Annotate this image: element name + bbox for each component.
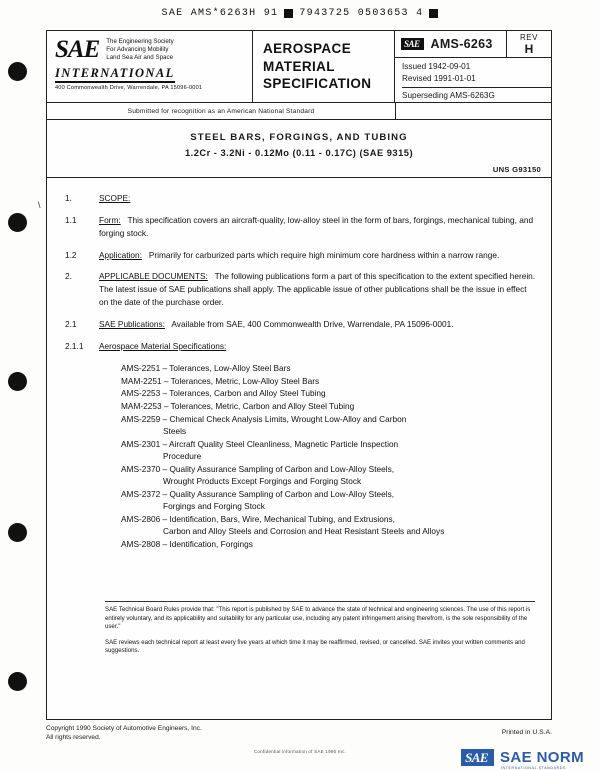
pub-code: AMS-2251: [121, 362, 161, 373]
pub-desc: Tolerances, Metric, Carbon and Alloy Steel Tubing: [170, 401, 355, 412]
list-item: AMS-2370 – Quality Assurance Sampling of Carbon and Low-Alloy Steels, Wrought Products Except Forgings and Forging Stock: [65, 463, 537, 488]
section-1-title: SCOPE:: [99, 193, 131, 203]
footer-tiny-note: Confidential information of SAE 1990 Inc.: [253, 749, 347, 754]
section-2-1-title: SAE Publications:: [99, 319, 165, 330]
copyright-block: [46, 724, 202, 742]
revised-date: Revised 1991-01-01: [402, 73, 476, 83]
tagline-line-1: The Engineering Society: [106, 38, 174, 45]
copyright-line-2: All rights reserved.: [46, 733, 101, 741]
doc-type-line-1: AEROSPACE: [263, 40, 352, 56]
barcode-text: SAE AMS*6263H 91: [161, 7, 279, 19]
pub-code: AMS-2372: [121, 488, 161, 499]
punch-hole-icon: [8, 62, 27, 81]
pub-code: AMS-2301: [121, 438, 161, 449]
pub-desc: Aircraft Quality Steel Cleanliness, Magnetic Particle Inspection: [168, 438, 399, 449]
section-1-1: [65, 214, 537, 240]
section-1-2: [65, 249, 537, 262]
document-dates: [395, 58, 551, 102]
pub-cont: Carbon and Alloy Steels and Corrosion and Heat Resistant Steels and Alloys: [163, 526, 445, 537]
pub-code: AMS-2806: [121, 513, 161, 524]
pub-desc: Quality Assurance Sampling of Carbon and Low-Alloy Steels,: [169, 488, 395, 499]
pub-desc: Identification, Bars, Wire, Mechanical Tubing, and Extrusions,: [169, 513, 395, 524]
section-1-number: 1.: [65, 193, 72, 203]
sae-logo-block: [47, 31, 253, 102]
pub-cont: Wrought Products Except Forgings and Forging Stock: [163, 476, 362, 487]
section-2-1-1-title: Aerospace Material Specifications:: [99, 340, 227, 351]
section-1-1-body: This specification covers an aircraft-quality, low-alloy steel in the form of bars, forgings, mechanical tubing, and forging stock.: [99, 214, 534, 238]
section-2-1-number: 2.1: [65, 319, 77, 330]
document-type-block: [253, 31, 395, 102]
tagline-line-3: Land Sea Air and Space: [106, 54, 174, 62]
uns-number: UNS G93150: [492, 165, 541, 174]
pub-cont: Steels: [163, 426, 187, 437]
pub-code: MAM-2253: [121, 401, 162, 412]
doc-type-line-2: MATERIAL: [263, 58, 335, 74]
pub-code: AMS-2253: [121, 388, 161, 399]
document-body: [47, 178, 551, 550]
pub-desc: Tolerances, Metric, Low-Alloy Steel Bars: [170, 375, 320, 386]
spec-title-line-1: STEEL BARS, FORGINGS, AND TUBING: [190, 132, 408, 143]
punch-hole-icon: [8, 372, 27, 391]
submitted-note: Submitted for recognition as an American National Standard: [127, 107, 315, 115]
document-number-block: [395, 31, 551, 102]
sae-norm-text: SAE NORM: [499, 749, 584, 766]
section-2-number: 2.: [65, 271, 72, 282]
spec-title-block: [47, 120, 551, 178]
list-item: MAM-2253 – Tolerances, Metric, Carbon and Alloy Steel Tubing: [121, 401, 355, 412]
submitted-bar: [47, 103, 551, 120]
footnote-block: [105, 601, 535, 663]
section-1-1-title: Form:: [99, 214, 121, 225]
section-2-body: The following publications form a part of this specification to the extent specified herein. The latest issue of SAE publications shall apply. The applicable issue of other publications shall be the issue in effect on the date of the purchase order.: [99, 271, 536, 308]
pub-desc: Tolerances, Low-Alloy Steel Bars: [169, 362, 291, 373]
punch-hole-icon: [8, 672, 27, 691]
issued-date: Issued 1942-09-01: [402, 62, 471, 71]
section-2-1-body: Available from SAE, 400 Commonwealth Drive, Warrendale, PA 15096-0001.: [171, 319, 454, 330]
list-item: AMS-2253 – Tolerances, Carbon and Alloy Steel Tubing: [121, 388, 326, 399]
barcode-block-icon: [284, 9, 293, 18]
pub-desc: Identification, Forgings: [169, 538, 253, 549]
barcode-numbers: 7943725 0503653 4: [299, 7, 424, 19]
pub-code: MAM-2251: [121, 375, 162, 386]
footnote-1: SAE Technical Board Rules provide that: "This report is published by SAE to advance the state of technical and engineering sciences. The use of this report is entirely voluntary, and its applicability and suitability for any particular use, including any patent infringement arising therefrom, is the sole responsibility of the user.": [105, 606, 531, 631]
list-item: AMS-2251 – Tolerances, Low-Alloy Steel Bars: [121, 362, 291, 373]
footnote-2: SAE reviews each technical report at least every five years at which time it may be reaffirmed, revised, or cancelled. SAE invites your written comments and suggestions.: [105, 638, 525, 655]
pub-cont: Forgings and Forging Stock: [163, 501, 265, 512]
superseding-note: Superseding AMS-6263G: [402, 87, 551, 102]
pub-code: AMS-2259: [121, 413, 161, 424]
footnote-divider: [105, 601, 535, 602]
tagline-line-2: For Advancing Mobility: [106, 46, 169, 54]
list-item: AMS-2301 – Aircraft Quality Steel Cleanliness, Magnetic Particle Inspection Procedure: [65, 438, 537, 463]
section-1-2-number: 1.2: [65, 249, 77, 260]
document-header: [47, 31, 551, 103]
copyright-line-1: Copyright 1990 Society of Automotive Engineers, Inc.: [46, 724, 202, 732]
punch-hole-icon: [8, 213, 27, 232]
list-item: AMS-2259 – Chemical Check Analysis Limits, Wrought Low-Alloy and Carbon Steels: [65, 413, 537, 438]
international-label: INTERNATIONAL: [55, 66, 175, 83]
section-2: [65, 270, 537, 309]
list-item: AMS-2372 – Quality Assurance Sampling of Carbon and Low-Alloy Steels, Forgings and Forging Stock: [65, 488, 537, 513]
publications-list: [65, 362, 537, 550]
sae-norm-subtext: INTERNATIONAL STANDARDS: [500, 766, 566, 770]
pub-cont: Procedure: [163, 451, 202, 462]
list-item: MAM-2251 – Tolerances, Metric, Low-Alloy Steel Bars: [121, 375, 320, 386]
scan-artifact-mark: \: [38, 200, 41, 210]
submitted-right-cell: [395, 103, 551, 119]
pub-code: AMS-2808: [121, 538, 161, 549]
section-2-1: [65, 318, 537, 331]
section-2-title: APPLICABLE DOCUMENTS:: [99, 271, 208, 282]
revision-label: REV: [520, 32, 538, 42]
sae-logo: SAE: [55, 36, 100, 63]
spec-title-line-2: 1.2Cr - 3.2Ni - 0.12Mo (0.11 - 0.17C) (SAE 9315): [184, 148, 414, 158]
scan-barcode-row: [0, 4, 600, 22]
barcode-block-icon: [429, 9, 438, 18]
sae-address: 400 Commonwealth Drive, Warrendale, PA 15096-0001: [55, 84, 203, 91]
document-number: AMS-6263: [430, 37, 493, 51]
list-item: AMS-2806 – Identification, Bars, Wire, Mechanical Tubing, and Extrusions, Carbon and Alloy Steels and Corrosion and Heat Resistant Steels and Alloys: [65, 513, 537, 538]
pub-desc: Quality Assurance Sampling of Carbon and Low-Alloy Steels,: [169, 463, 395, 474]
pub-code: AMS-2370: [121, 463, 161, 474]
pub-desc: Tolerances, Carbon and Alloy Steel Tubing: [169, 388, 326, 399]
sae-norm-badge-icon: SAE: [461, 749, 494, 766]
section-2-1-1: [65, 340, 537, 353]
punch-hole-icon: [8, 523, 27, 542]
section-1-2-title: Application:: [99, 249, 142, 260]
pub-desc: Chemical Check Analysis Limits, Wrought Low-Alloy and Carbon: [169, 413, 407, 424]
list-item: AMS-2808 – Identification, Forgings: [121, 538, 253, 549]
section-1-2-body: Primarily for carburized parts which require high minimum core hardness within a narrow range.: [148, 249, 500, 260]
sae-norm-watermark: [461, 749, 584, 770]
doc-type-line-3: SPECIFICATION: [263, 76, 372, 92]
sae-badge-icon: SAE: [401, 38, 424, 50]
section-2-1-1-number: 2.1.1: [65, 340, 84, 351]
document-frame: [46, 30, 552, 720]
section-1: [65, 192, 537, 205]
printed-in: Printed in U.S.A.: [501, 729, 552, 736]
section-1-1-number: 1.1: [65, 214, 77, 225]
revision-value: H: [524, 41, 534, 56]
sae-tagline: [106, 36, 173, 63]
